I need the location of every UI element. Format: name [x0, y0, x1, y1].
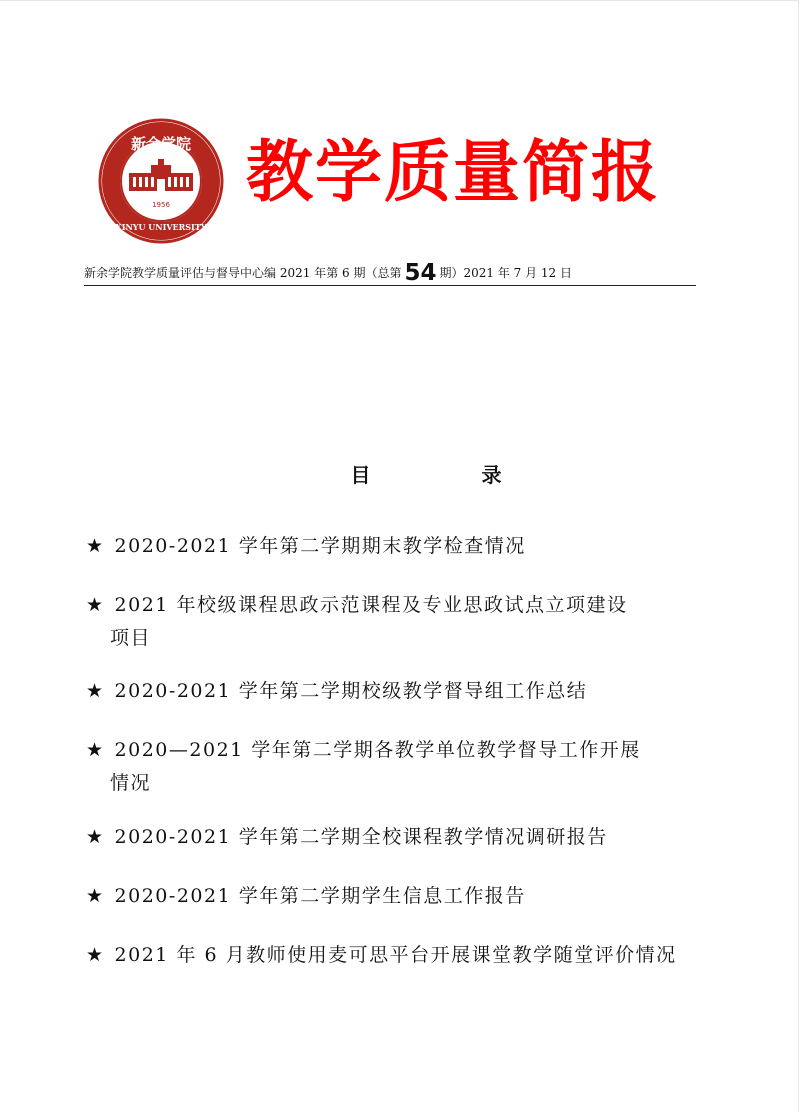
issue-date: 期）2021 年 7 月 12 日 — [439, 266, 573, 280]
toc-heading: 目 录 — [350, 463, 554, 487]
seal-bottom-text: XINYU UNIVERSITY — [115, 222, 207, 232]
toc-item-text: 2021 年 6 月教师使用麦可思平台开展课堂教学随堂评价情况 — [114, 944, 677, 966]
toc-item[interactable] — [86, 589, 726, 655]
star-icon: ★ — [86, 594, 105, 616]
toc-item-continuation: 项目 — [110, 627, 152, 649]
issue-text: 2021 年第 6 期（总第 — [279, 266, 402, 280]
star-icon: ★ — [86, 826, 105, 848]
seal-top-text: 新余学院 — [130, 135, 192, 153]
star-icon: ★ — [86, 739, 105, 761]
toc-item[interactable] — [86, 939, 726, 972]
toc-item[interactable] — [86, 530, 726, 563]
toc-item[interactable] — [86, 675, 726, 708]
toc-item-text: 2021 年校级课程思政示范课程及专业思政试点立项建设 — [114, 594, 628, 616]
toc-item-continuation: 情况 — [110, 772, 152, 794]
star-icon: ★ — [86, 535, 105, 557]
issue-info-line — [84, 262, 696, 286]
toc-item[interactable] — [86, 821, 726, 854]
toc-item-text: 2020-2021 学年第二学期全校课程教学情况调研报告 — [114, 826, 608, 848]
star-icon: ★ — [86, 944, 105, 966]
university-seal-logo — [96, 117, 226, 245]
total-issue-number: 54 — [404, 260, 437, 286]
seal-year: 1956 — [152, 201, 170, 209]
toc-item-text: 2020-2021 学年第二学期学生信息工作报告 — [114, 885, 526, 907]
toc-item-text: 2020—2021 学年第二学期各教学单位教学督导工作开展 — [114, 739, 641, 761]
star-icon: ★ — [86, 885, 105, 907]
toc-item-text: 2020-2021 学年第二学期期末教学检查情况 — [114, 535, 526, 557]
toc-item[interactable] — [86, 880, 726, 913]
publisher: 新余学院教学质量评估与督导中心编 — [84, 266, 277, 280]
star-icon: ★ — [86, 680, 105, 702]
toc-item-text: 2020-2021 学年第二学期校级教学督导组工作总结 — [114, 680, 588, 702]
newsletter-title: 教学质量简报 — [246, 133, 660, 211]
toc-item[interactable] — [86, 734, 726, 800]
